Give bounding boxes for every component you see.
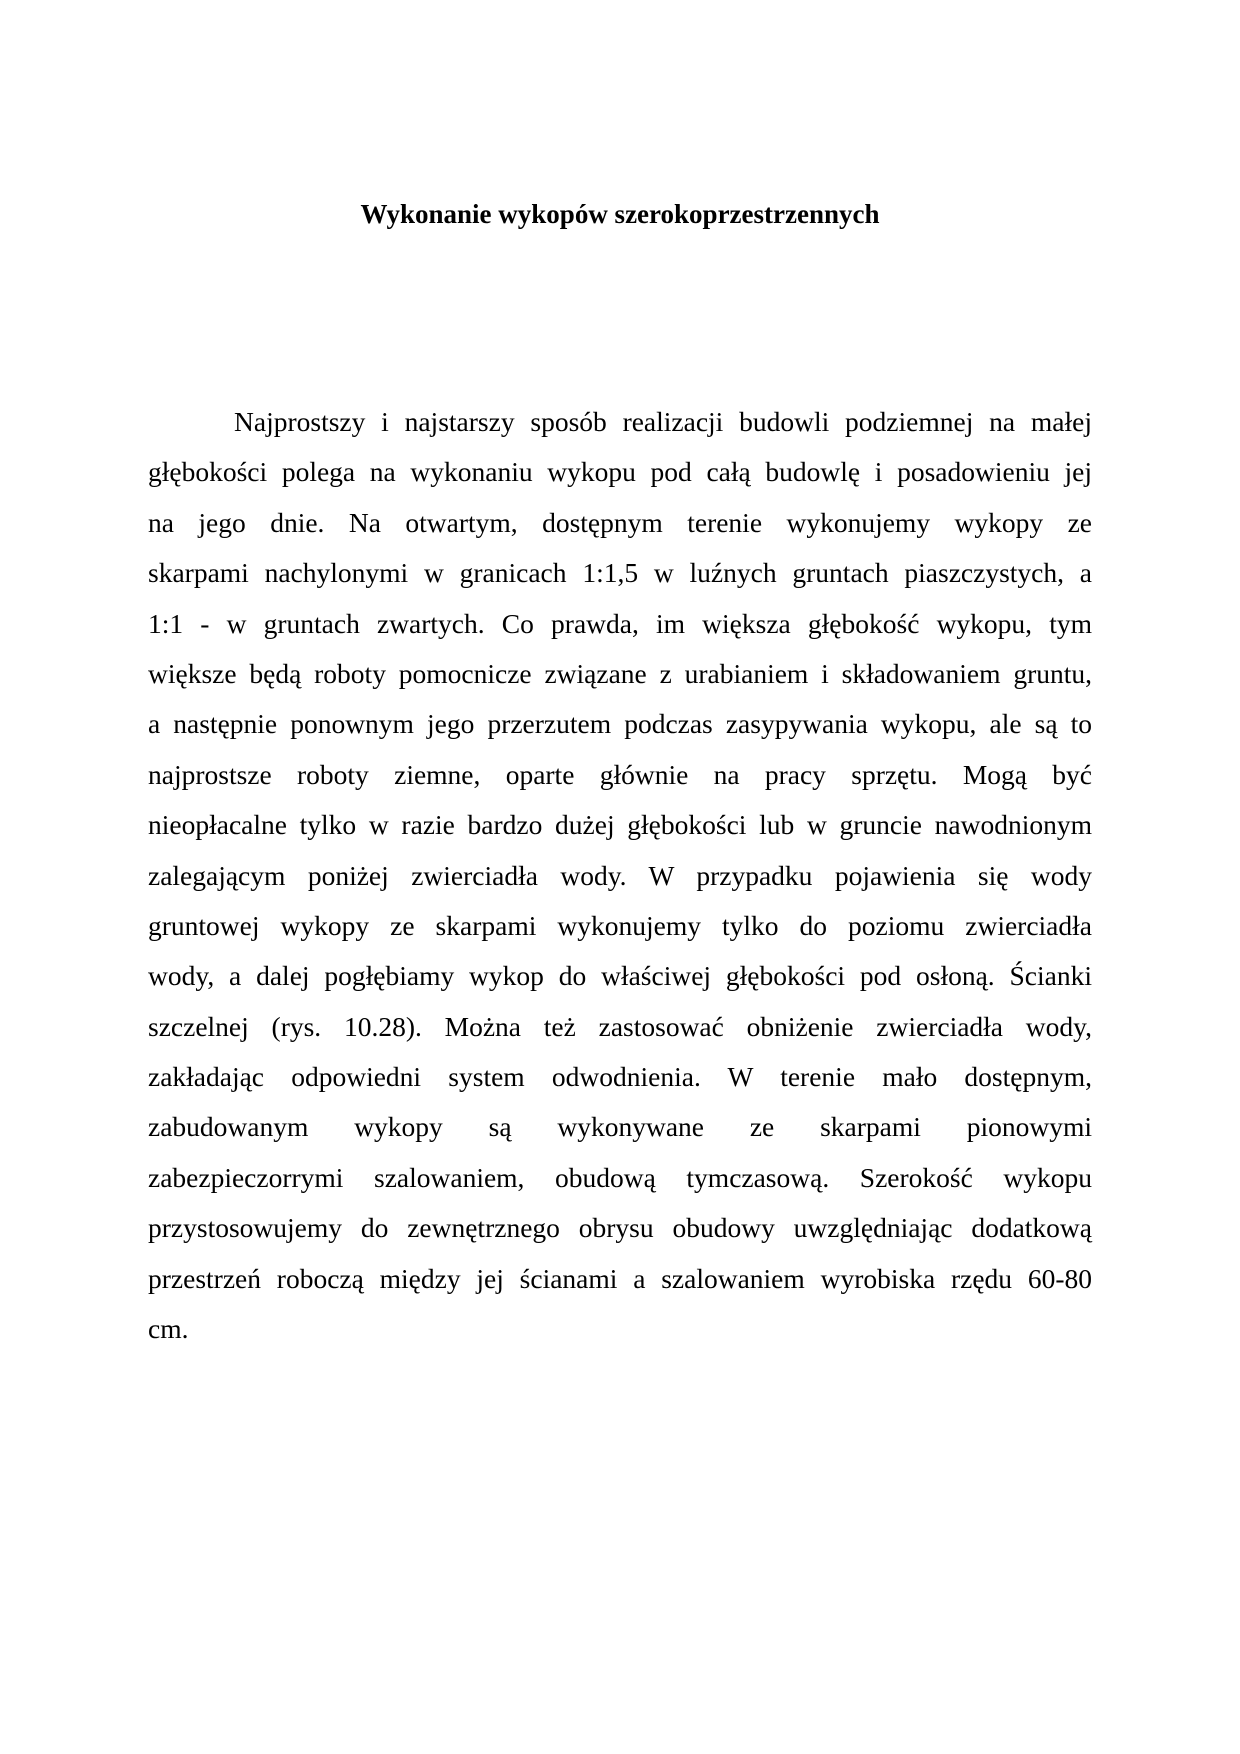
paragraph-line: a następnie ponownym jego przerzutem podczas zasypywania wykopu, ale są to [148,708,1092,740]
paragraph-line: najprostsze roboty ziemne, oparte głównie na pracy sprzętu. Mogą być [148,758,1092,790]
paragraph-line: nieopłacalne tylko w razie bardzo dużej głębokości lub w gruncie nawodnionym [148,809,1092,841]
paragraph-line: zalegającym poniżej zwierciadła wody. W przypadku pojawienia się wody [148,859,1092,891]
paragraph-line: przystosowujemy do zewnętrznego obrysu obudowy uwzględniając dodatkową [148,1212,1092,1244]
paragraph-line: zabudowanym wykopy są wykonywane ze skarpami pionowymi [148,1111,1092,1143]
paragraph-line: zakładając odpowiedni system odwodnienia. W terenie mało dostępnym, [148,1061,1092,1093]
paragraph-line: skarpami nachylonymi w granicach 1:1,5 w luźnych gruntach piaszczystych, a [148,557,1092,589]
paragraph-line: wody, a dalej pogłębiamy wykop do właściwej głębokości pod osłoną. Ścianki [148,960,1092,992]
paragraph-line: cm. [148,1313,189,1345]
paragraph-line: na jego dnie. Na otwartym, dostępnym terenie wykonujemy wykopy ze [148,506,1092,538]
paragraph-line: szczelnej (rys. 10.28). Można też zastosować obniżenie zwierciadła wody, [148,1010,1092,1042]
paragraph-line: głębokości polega na wykonaniu wykopu pod całą budowlę i posadowieniu jej [148,456,1092,488]
paragraph-line: Najprostszy i najstarszy sposób realizacji budowli podziemnej na małej [234,406,1092,437]
paragraph-line: zabezpieczorrymi szalowaniem, obudową tymczasową. Szerokość wykopu [148,1161,1092,1193]
document-title: Wykonanie wykopów szerokoprzestrzennych [360,199,880,229]
body-paragraph [148,397,1092,1354]
paragraph-line: przestrzeń roboczą między jej ścianami a szalowaniem wyrobiska rzędu 60-80 [148,1262,1092,1294]
paragraph-line: 1:1 - w gruntach zwartych. Co prawda, im większa głębokość wykopu, tym [148,607,1092,639]
paragraph-line: większe będą roboty pomocnicze związane z urabianiem i składowaniem gruntu, [148,657,1092,689]
paragraph-line: gruntowej wykopy ze skarpami wykonujemy tylko do poziomu zwierciadła [148,909,1092,941]
